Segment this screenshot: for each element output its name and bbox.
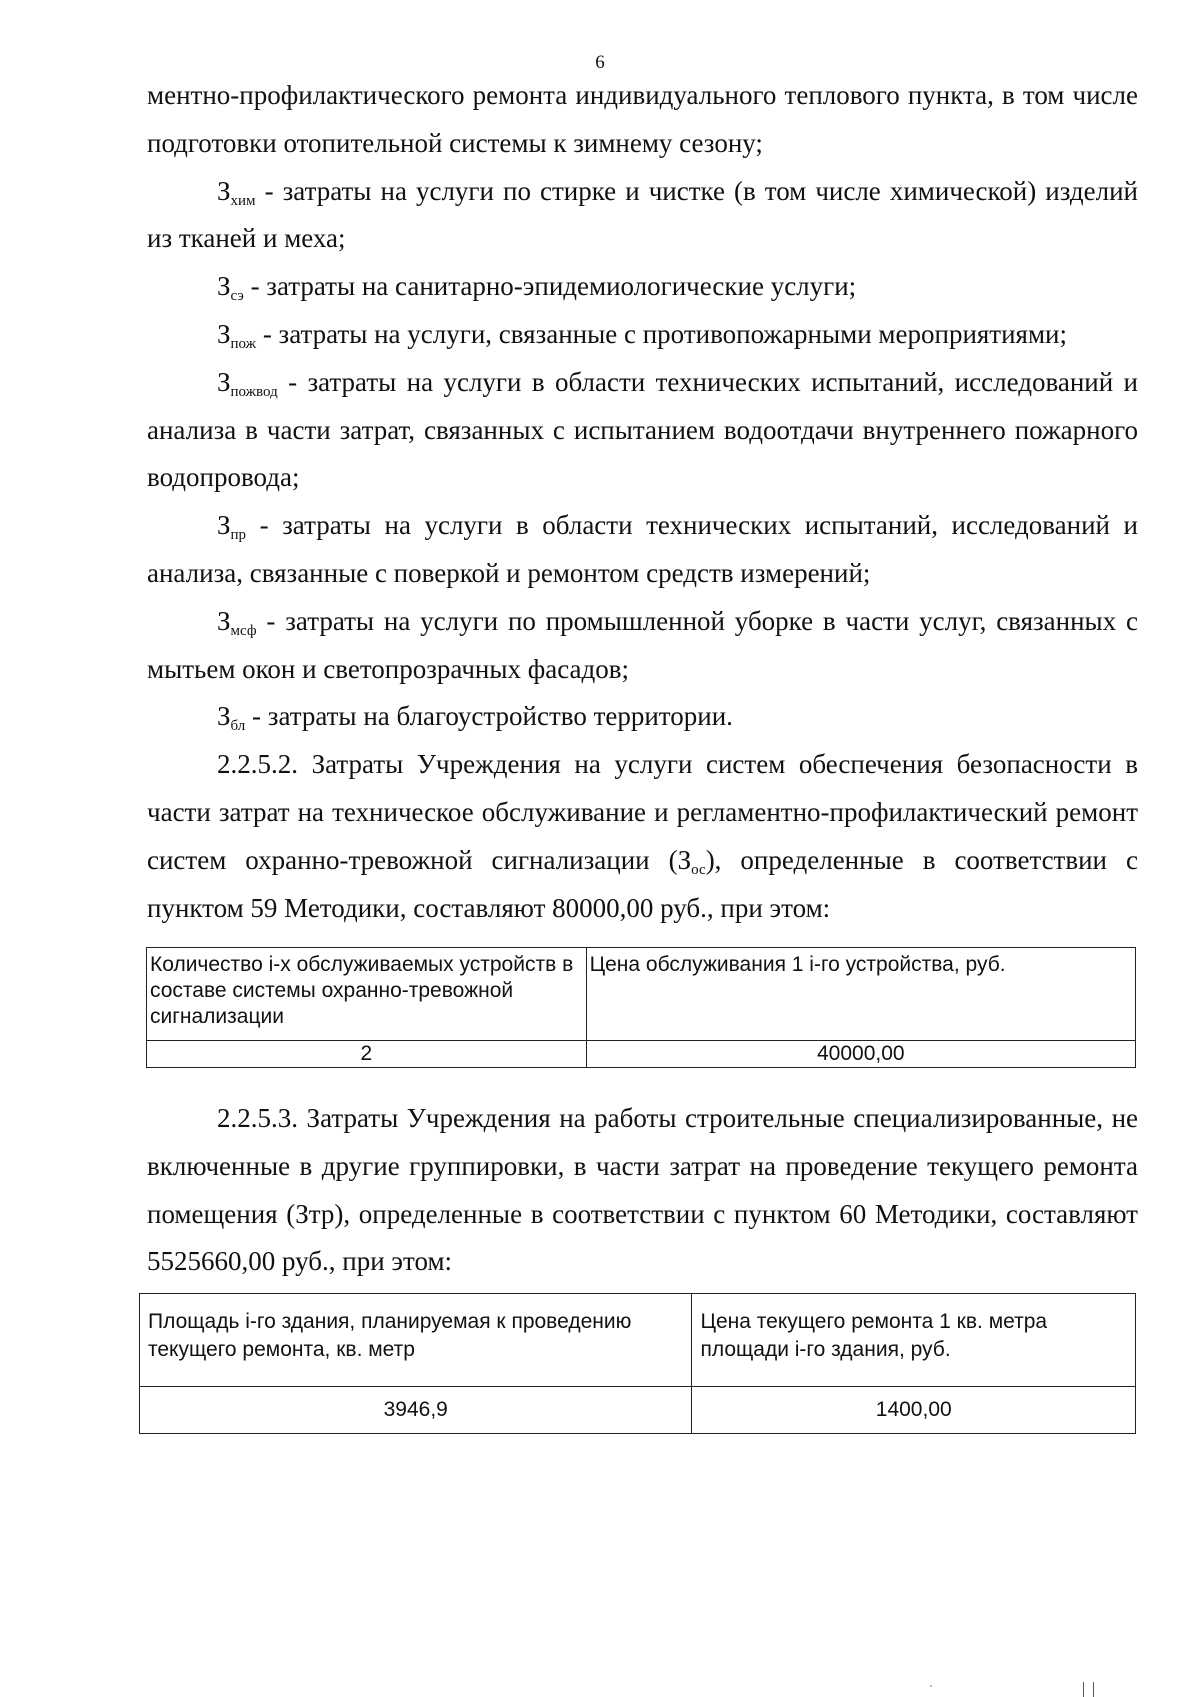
table-header-row	[147, 948, 1136, 1041]
text-run: З	[217, 605, 231, 636]
text-run: - затраты на услуги в области технических испытаний, исследований и анализа в части затрат, связанных с испытанием водоотдачи внутреннего пожарного водопровода;	[147, 366, 1138, 493]
text-run: З	[217, 510, 231, 541]
text-run: - затраты на услуги по промышленной уборке в части услуг, связанных с мытьем окон и светопрозрачных фасадов;	[147, 605, 1138, 684]
page-number: 6	[595, 52, 605, 73]
paragraph	[147, 263, 1138, 311]
text-run: - затраты на услуги по стирке и чистке (в том числе химической) изделий из тканей и меха;	[147, 175, 1138, 254]
paragraph: 2.2.5.3. Затраты Учреждения на работы строительные специализированные, не включенные в другие группировки, в части затрат на проведение текущего ремонта помещения (Зтр), определенные в соответствии с пунктом 60 Методики, составляют 5525660,00 руб., при этом:	[147, 1103, 1138, 1277]
cell-service-price: 40000,00	[586, 1041, 1135, 1068]
paragraph	[147, 693, 1138, 741]
paragraph	[147, 741, 1138, 932]
text-run: З	[217, 175, 231, 206]
table-header-row	[140, 1294, 1136, 1387]
cell-repair-price: 1400,00	[692, 1387, 1136, 1434]
header-cell-building-area: Площадь i-го здания, планируемая к проведению текущего ремонта, кв. метр	[140, 1294, 692, 1387]
subscript: мсф	[230, 622, 257, 639]
cell-building-area: 3946,9	[140, 1387, 692, 1434]
security-devices-table	[146, 947, 1136, 1068]
header-cell-service-price: Цена обслуживания 1 i-го устройства, руб.	[586, 948, 1135, 1041]
body-text-2	[147, 1095, 1138, 1286]
table-row	[140, 1387, 1136, 1434]
subscript: сэ	[230, 288, 244, 305]
repair-cost-table	[139, 1293, 1136, 1434]
subscript: бл	[230, 718, 246, 735]
header-cell-device-count: Количество i-х обслуживаемых устройств в составе системы охранно-тревожной сигнализации	[147, 948, 587, 1041]
table-row	[147, 1041, 1136, 1068]
paragraph	[147, 72, 1138, 168]
text-run: - затраты на услуги, связанные с противопожарными мероприятиями;	[256, 318, 1068, 349]
text-run: - затраты на благоустройство территории.	[245, 701, 733, 732]
subscript: ос	[691, 861, 706, 878]
paragraph	[147, 359, 1138, 502]
text-run: З	[217, 701, 231, 732]
subscript: хим	[230, 192, 256, 209]
paragraph	[147, 311, 1138, 359]
cell-device-count: 2	[147, 1041, 587, 1068]
body-text	[147, 72, 1138, 932]
paragraph	[147, 502, 1138, 598]
text-run: З	[217, 271, 231, 302]
text-run: - затраты на санитарно-эпидемиологические услуги;	[243, 271, 857, 302]
subscript: пожвод	[230, 383, 278, 400]
text-run: З	[217, 366, 231, 397]
paragraph	[147, 168, 1138, 264]
text-run: ), определенные в соответствии с пунктом 59 Методики, составляют 80000,00 руб., при этом:	[147, 844, 1138, 923]
text-run: З	[217, 318, 231, 349]
scan-speck	[930, 1685, 932, 1687]
scan-edge-mark	[1083, 1682, 1094, 1697]
text-run: - затраты на услуги в области технических испытаний, исследований и анализа, связанные с поверкой и ремонтом средств измерений;	[147, 510, 1138, 588]
subscript: пож	[230, 335, 257, 352]
paragraph	[147, 598, 1138, 694]
subscript: пр	[230, 527, 247, 544]
header-cell-repair-price: Цена текущего ремонта 1 кв. метра площади i-го здания, руб.	[692, 1294, 1136, 1387]
text-run: 2.2.5.2. Затраты Учреждения на услуги систем обеспечения безопасности в части затрат на техническое обслуживание и регламентно-профилактический ремонт систем охранно-тревожной сигнализации (З	[147, 749, 1138, 875]
text-run: ментно-профилактического ремонта индивидуального теплового пункта, в том числе подготовки отопительной системы к зимнему сезону;	[147, 80, 1138, 158]
